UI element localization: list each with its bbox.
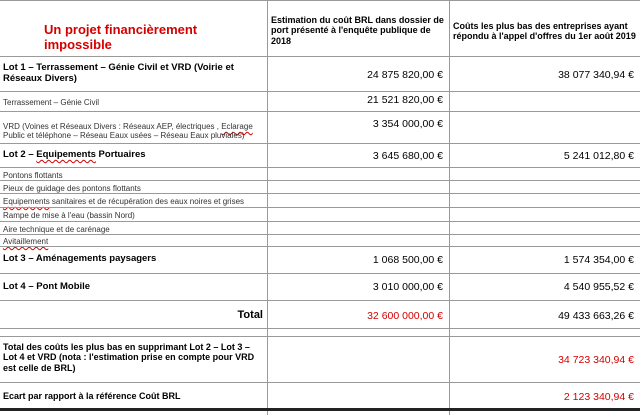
header-best-cell xyxy=(450,0,640,56)
lot2-label-a: Lot 2 – xyxy=(3,149,37,160)
lot1-sub1-brl-cell xyxy=(268,92,450,112)
lot2-item-row-5 xyxy=(0,221,640,235)
lot3-row xyxy=(0,246,640,274)
lot3-brl-cell xyxy=(268,247,450,274)
lot1-sub2-brl: 3 354 000,00 € xyxy=(372,118,443,130)
total-best-cell xyxy=(450,301,640,329)
lot1-sub2-best-cell xyxy=(450,112,640,144)
lot2-label-c: Portuaires xyxy=(95,149,146,160)
lot2-item-3-brl-cell xyxy=(268,194,450,208)
gap-best-cell xyxy=(450,383,640,409)
lot2-item-row-3 xyxy=(0,193,640,208)
lot1-sub1-row xyxy=(0,91,640,112)
lot1-sub2-brl-cell xyxy=(268,112,450,144)
lot1-best-cell xyxy=(450,57,640,92)
lot2-item-1: Pontons flottants xyxy=(3,171,63,180)
bottom-row xyxy=(0,411,640,415)
lot2-item-5: Aire technique et de carénage xyxy=(3,225,110,234)
header-brl-cell xyxy=(268,0,450,56)
summary-label: Total des coûts les plus bas en supprimant Lot 2 – Lot 3 – Lot 4 et VRD (nota : l'estimation prise en compte pour VRD est celle de BRL) xyxy=(3,342,255,373)
lot4-best-cell xyxy=(450,274,640,301)
lot4-best: 4 540 955,52 € xyxy=(563,281,634,293)
lot2-item-3 xyxy=(3,197,244,206)
lot1-sub2-row xyxy=(0,111,640,144)
lot1-sub2-label-c: Public et téléphone – Réseau Eaux usées – Réseau Eaux pluviales) xyxy=(3,131,245,141)
lot4-brl: 3 010 000,00 € xyxy=(372,281,443,293)
gap-label: Ecart par rapport à la référence Coût BRL xyxy=(3,391,181,401)
summary-brl-cell xyxy=(268,337,450,383)
lot3-best: 1 574 354,00 € xyxy=(563,254,634,266)
lot2-brl-cell xyxy=(268,144,450,168)
lot1-sub2-label-cell xyxy=(0,112,268,144)
total-best: 49 433 663,26 € xyxy=(558,310,634,322)
summary-best-cell xyxy=(450,337,640,383)
lot2-best-cell xyxy=(450,144,640,168)
lot1-label-cell xyxy=(0,57,268,92)
lot1-sub2-label-b: Eclarage xyxy=(221,122,253,131)
gap-brl-cell xyxy=(268,383,450,409)
lot2-item-6 xyxy=(3,237,48,246)
total-brl-cell xyxy=(268,301,450,329)
lot1-sub1-label: Terrassement – Génie Civil xyxy=(3,98,100,107)
summary-row xyxy=(0,336,640,383)
header-best: Coûts les plus bas des entreprises ayant répondu à l'appel d'offres du 1er août 2019 xyxy=(453,21,636,42)
header-row xyxy=(0,0,640,56)
total-row xyxy=(0,300,640,329)
lot3-label-cell xyxy=(0,247,268,274)
lot3-label: Lot 3 – Aménagements paysagers xyxy=(3,253,157,264)
lot2-label xyxy=(3,150,146,161)
lot1-row xyxy=(0,56,640,92)
lot2-item-3b: sanitaires et de récupération des eaux noires et grises xyxy=(49,197,245,206)
lot2-item-4-cell xyxy=(0,208,268,222)
lot2-item-4-brl-cell xyxy=(268,208,450,222)
lot1-brl-cell xyxy=(268,57,450,92)
lot1-sub1-label-cell xyxy=(0,92,268,112)
lot2-item-row-4 xyxy=(0,207,640,222)
lot1-best: 38 077 340,94 € xyxy=(558,69,634,81)
lot2-item-row-2 xyxy=(0,180,640,194)
lot2-item-4-best-cell xyxy=(450,208,640,222)
lot2-label-cell xyxy=(0,144,268,168)
lot4-brl-cell xyxy=(268,274,450,301)
page-title: Un projet financièrement impossible xyxy=(44,22,198,52)
total-label: Total xyxy=(237,309,263,321)
lot4-label: Lot 4 – Pont Mobile xyxy=(3,281,91,292)
lot1-sub1-best-cell xyxy=(450,92,640,112)
lot2-item-4: Rampe de mise à l'eau (bassin Nord) xyxy=(3,211,135,220)
bottom-cell-2 xyxy=(268,411,450,415)
lot1-label: Lot 1 – Terrassement – Génie Civil et VRD (Voirie et Réseaux Divers) xyxy=(3,62,234,84)
lot4-label-cell xyxy=(0,274,268,301)
lot2-item-row-1 xyxy=(0,167,640,181)
lot2-item-6a: Avitaillement xyxy=(3,237,49,246)
total-label-cell xyxy=(0,301,268,329)
lot2-item-3-cell xyxy=(0,194,268,208)
gap-row xyxy=(0,382,640,409)
lot2-item-3-best-cell xyxy=(450,194,640,208)
gap-label-cell xyxy=(0,383,268,409)
gap-best: 2 123 340,94 € xyxy=(563,391,634,403)
lot2-item-2: Pieux de guidage des pontons flottants xyxy=(3,184,141,193)
lot2-label-b: Equipements xyxy=(36,149,96,160)
lot1-sub2-label-a: VRD (Voines et Réseaux Divers : Réseaux AEP, électriques , xyxy=(3,122,222,131)
summary-best: 34 723 340,94 € xyxy=(558,354,634,366)
lot1-sub2-label xyxy=(3,122,265,140)
lot2-brl: 3 645 680,00 € xyxy=(372,150,443,162)
lot1-brl: 24 875 820,00 € xyxy=(367,69,443,81)
lot3-brl: 1 068 500,00 € xyxy=(372,254,443,266)
total-brl: 32 600 000,00 € xyxy=(367,310,443,322)
bottom-cell-1 xyxy=(0,411,268,415)
lot2-row xyxy=(0,143,640,168)
summary-label-cell xyxy=(0,337,268,383)
title-cell xyxy=(0,0,268,56)
header-brl: Estimation du coût BRL dans dossier de port présenté à l'enquête publique de 2018 xyxy=(271,15,444,46)
lot3-best-cell xyxy=(450,247,640,274)
lot4-row xyxy=(0,273,640,301)
lot2-best: 5 241 012,80 € xyxy=(563,150,634,162)
lot2-item-3a: Equipements xyxy=(3,197,50,206)
lot1-sub1-brl: 21 521 820,00 € xyxy=(367,94,443,106)
